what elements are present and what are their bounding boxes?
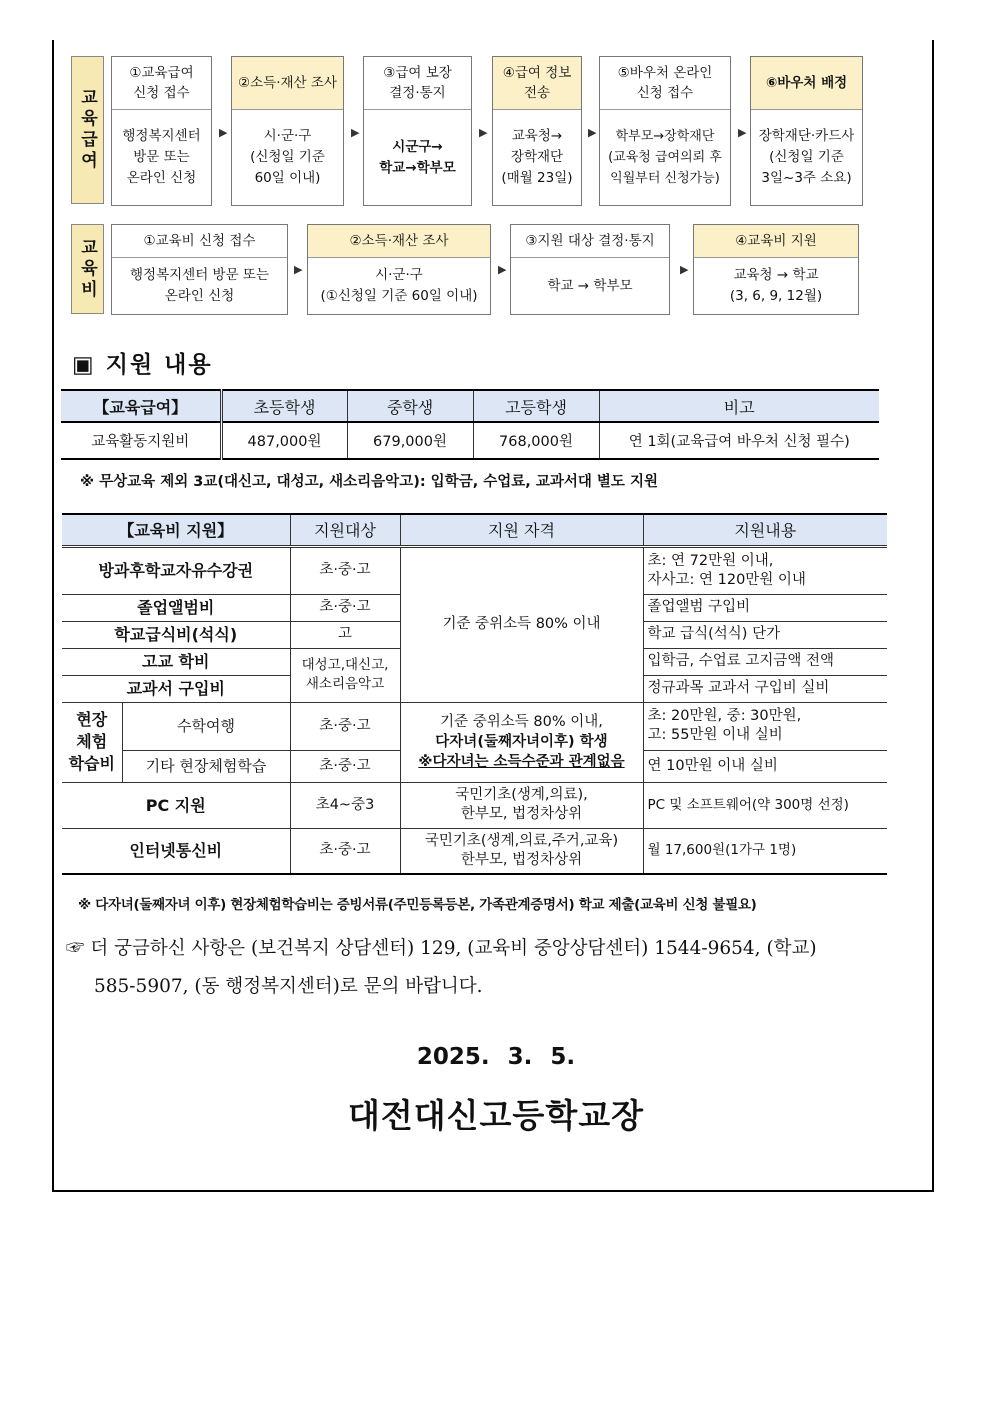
arrow-icon: ▶ [294,263,303,276]
header-cell: 【교육비 지원】 [62,514,290,546]
table-row: PC 지원 초4~중3 국민기초(생계,의료), 한부모, 법정차상위 PC 및 소프트웨어(약 300명 선정) [62,782,887,828]
header-cell: 【교육급여】 [61,390,221,422]
header-cell: 지원대상 [290,514,400,546]
table-row: 기타 현장체험학습 초·중·고 연 10만원 이내 실비 [62,750,887,782]
header-cell: 지원 자격 [400,514,643,546]
arrow-icon: ▶ [738,126,747,139]
flow2-step-1: ①교육비 신청 접수 행정복지센터 방문 또는 온라인 신청 [111,224,288,315]
flow1-step-2: ②소득·재산 조사 시·군·구 (신청일 기준 60일 이내) [231,56,344,206]
table-row: 교과서 구입비 정규과목 교과서 구입비 실비 [62,675,887,702]
flow1-step-4: ④급여 정보 전송 교육청→ 장학재단 (매월 23일) [492,56,582,206]
note-multi-child: ※ 다자녀(둘째자녀 이후) 현장체험학습비는 증빙서류(주민등록등본, 가족관계증명서) 학교 제출(교육비 신청 불필요) [78,897,757,913]
table-row: 교육활동지원비 487,000원 679,000원 768,000원 연 1회(교육급여 바우처 신청 필수) [61,422,879,459]
table-row: 방과후학교자유수강권 초·중·고 기준 중위소득 80% 이내 초: 연 72만원 이내, 자사고: 연 120만원 이내 [62,546,887,594]
flow1-step-5: ⑤바우처 온라인 신청 접수 학부모→장학재단 (교육청 급여의뢰 후 익월부터 신청가능) [599,56,731,206]
flow1-step-6: ⑥바우처 배정 장학재단·카드사 (신청일 기준 3일~3주 소요) [750,56,863,206]
arrow-icon: ▶ [479,126,488,139]
table-row: 졸업앨범비 초·중·고 졸업앨범 구입비 [62,594,887,621]
education-cost-table [62,513,887,875]
header-cell: 지원내용 [643,514,887,546]
contact-line-1: ☞ 더 궁금하신 사항은 (보건복지 상담센터) 129, (교육비 중앙상담센터) 1544-9654, (학교) [66,938,817,959]
arrow-icon: ▶ [498,263,507,276]
document-date: 2025. 3. 5. [416,1044,576,1070]
arrow-icon: ▶ [219,126,228,139]
flow2-step-3: ③지원 대상 결정·통지 학교 → 학부모 [510,224,670,315]
header-cell: 비고 [599,390,879,422]
contact-info [66,930,936,1006]
flow1-step-3: ③급여 보장 결정·통지 시군구→ 학교→학부모 [363,56,472,206]
header-cell: 초등학생 [221,390,347,422]
signature: 대전대신고등학교장 [348,1096,644,1135]
arrow-icon: ▶ [680,263,689,276]
contact-line-2: 585-5907, (동 행정복지센터)로 문의 바랍니다. [94,976,483,997]
section-title: ▣ 지원 내용 [72,352,213,378]
arrow-icon: ▶ [351,126,360,139]
table-row: 현장 체험 학습비 수학여행 초·중·고 기준 중위소득 80% 이내, 다자녀(둘째자녀이후) 학생 ※다자녀는 소득수준과 관계없음 초: 20만원, 중: 30만원, 고: 55만원 이내 실비 [62,702,887,750]
flow2-label: 교육비 [71,224,104,314]
education-benefit-table [61,389,879,460]
field-trip-qualification: 기준 중위소득 80% 이내, 다자녀(둘째자녀이후) 학생 ※다자녀는 소득수준과 관계없음 [400,702,643,782]
flow1-step-1: ①교육급여 신청 접수 행정복지센터 방문 또는 온라인 신청 [111,56,212,206]
flow2-step-4: ④교육비 지원 교육청 → 학교 (3, 6, 9, 12월) [693,224,859,315]
table-row: 고교 학비 대성고,대신고, 새소리음악고 입학금, 수업료 고지금액 전액 [62,648,887,675]
note-free-education: ※ 무상교육 제외 3교(대신고, 대성고, 새소리음악고): 입학금, 수업료, 교과서대 별도 지원 [80,474,658,490]
flow1-label: 교육급여 [71,56,104,204]
header-cell: 고등학생 [473,390,599,422]
flow2-step-2: ②소득·재산 조사 시·군·구 (①신청일 기준 60일 이내) [307,224,491,315]
header-cell: 중학생 [347,390,473,422]
arrow-icon: ▶ [588,126,597,139]
table-row: 학교급식비(석식) 고 학교 급식(석식) 단가 [62,621,887,648]
table-row: 인터넷통신비 초·중·고 국민기초(생계,의료,주거,교육) 한부모, 법정차상위 월 17,600원(1가구 1명) [62,828,887,874]
